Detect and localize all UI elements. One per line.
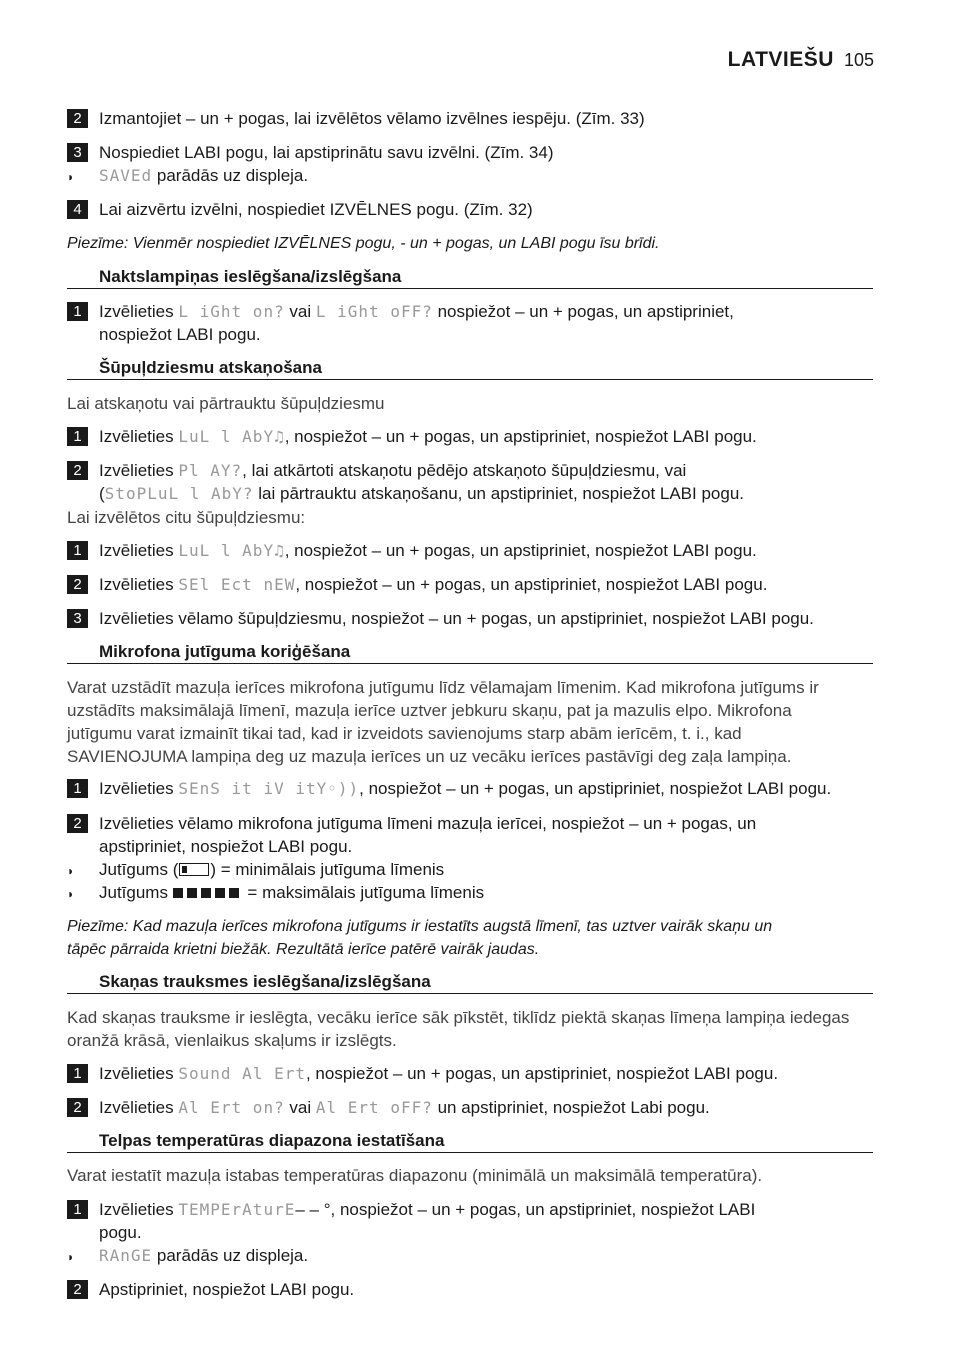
- bullet-range: [67, 1244, 873, 1269]
- paragraph-line: Varat uzstādīt mazuļa ierīces mikrofona jutīgumu līdz vēlamajam līmenim. Kad mikrofona jutīgums ir: [67, 678, 819, 697]
- lullaby-step-2: [67, 459, 873, 505]
- night-light-step-1: [67, 300, 873, 346]
- lcd-text: Sound Al Ert: [178, 1064, 306, 1083]
- temperature-step-2: [67, 1278, 873, 1301]
- step-2-select-option: [67, 107, 873, 130]
- step-text: Nospiediet LABI pogu, lai apstiprinātu savu izvēlni. (Zīm. 34): [99, 143, 554, 162]
- step-text: Izvēlieties: [99, 1200, 179, 1219]
- bullet-icon: ◗: [67, 170, 75, 184]
- step-number: 2: [67, 461, 88, 480]
- step-text: Izvēlieties: [99, 1064, 179, 1083]
- note-line: Piezīme: Kad mazuļa ierīces mikrofona jutīgums ir iestatīts augstā līmenī, tas uztver vairāk skaņu un: [67, 918, 773, 935]
- bullet-max-sensitivity: [67, 881, 873, 906]
- step-number: 2: [67, 109, 88, 128]
- step-number: 1: [67, 779, 88, 798]
- sound-alert-step-2: [67, 1096, 873, 1119]
- paragraph-line: uzstādīts maksimālajā līmenī, mazuļa ierīce uztver jebkuru skaņu, pat ja mazulis elpo. Mikrofona: [67, 701, 792, 720]
- bullet-text: Jutīgums (: [99, 860, 179, 879]
- bullet-icon: ◗: [67, 864, 75, 878]
- bullet-text: Jutīgums: [99, 883, 173, 902]
- step-text: , nospiežot – un + pogas, un apstipriniet, nospiežot LABI pogu.: [295, 575, 768, 594]
- step-text: Izvēlieties vēlamo mikrofona jutīguma līmeni mazuļa ierīcei, nospiežot – un + pogas, un: [99, 814, 757, 833]
- paragraph-line: SAVIENOJUMA lampiņa deg uz mazuļa ierīces un uz vecāku ierīces pastāvīgi deg zaļa lampiņa.: [67, 747, 792, 766]
- step-text: Izvēlieties: [99, 461, 179, 480]
- step-4-close-menu: [67, 198, 873, 221]
- step-text: – – °, nospiežot – un + pogas, un apstipriniet, nospiežot LABI: [295, 1200, 756, 1219]
- bullet-icon: ◗: [67, 887, 75, 901]
- step-text: Izvēlieties: [99, 575, 179, 594]
- section-title-temperature: Telpas temperatūras diapazona iestatīšana: [67, 1130, 873, 1153]
- bullet-text: parādās uz displeja.: [152, 1246, 309, 1265]
- page-header: [728, 48, 874, 72]
- step-text: vai: [284, 302, 316, 321]
- step-text: Izvēlieties: [99, 541, 179, 560]
- step-text: , nospiežot – un + pogas, un apstipriniet, nospiežot LABI pogu.: [284, 427, 757, 446]
- lcd-text: StoPLuL l AbY?: [104, 484, 254, 503]
- note-mic: [67, 915, 873, 961]
- step-text: vai: [284, 1098, 316, 1117]
- step-text: apstipriniet, nospiežot LABI pogu.: [99, 837, 353, 856]
- sound-alert-step-1: [67, 1062, 873, 1085]
- lullaby-intro: Lai atskaņotu vai pārtrauktu šūpuļdziesmu: [67, 394, 385, 413]
- bullet-text: = maksimālais jutīguma līmenis: [242, 883, 485, 902]
- sensitivity-max-icon: [173, 883, 243, 902]
- step-number: 1: [67, 541, 88, 560]
- bullet-min-sensitivity: [67, 858, 873, 883]
- lcd-text: LuL l AbY♫: [178, 427, 285, 446]
- sound-alert-intro: [67, 1006, 873, 1052]
- paragraph-line: Kad skaņas trauksme ir ieslēgta, vecāku ierīce sāk pīkstēt, tiklīdz piektā skaņas līmeņa lampiņa iedegas: [67, 1008, 850, 1027]
- lullaby-other-step-3: [67, 607, 873, 630]
- lcd-text: L iGht oFF?: [315, 302, 433, 321]
- step-number: 3: [67, 143, 88, 162]
- step-text: Izmantojiet – un + pogas, lai izvēlētos vēlamo izvēlnes iespēju. (Zīm. 33): [99, 109, 645, 128]
- step-3-confirm: [67, 141, 873, 164]
- step-number: 1: [67, 427, 88, 446]
- step-number: 2: [67, 814, 88, 833]
- bullet-icon: ◗: [67, 1250, 75, 1264]
- step-text: nospiežot – un + pogas, un apstipriniet,: [432, 302, 734, 321]
- step-text: Izvēlieties: [99, 302, 179, 321]
- lcd-text: Al Ert oFF?: [315, 1098, 433, 1117]
- mic-step-2: [67, 812, 873, 858]
- lcd-text: SAVEd: [99, 166, 153, 185]
- step-text: , lai atkārtoti atskaņotu pēdējo atskaņoto šūpuļdziesmu, vai: [242, 461, 687, 480]
- step-text: Izvēlieties vēlamo šūpuļdziesmu, nospiežot – un + pogas, un apstipriniet, nospiežot LABI pogu.: [99, 609, 814, 628]
- step-text: Apstipriniet, nospiežot LABI pogu.: [99, 1280, 355, 1299]
- step-number: 4: [67, 200, 88, 219]
- step-text: , nospiežot – un + pogas, un apstipriniet, nospiežot LABI pogu.: [284, 541, 757, 560]
- language-label: LATVIEŠU: [727, 48, 834, 71]
- step-number: 1: [67, 302, 88, 321]
- section-title-night-light: Naktslampiņas ieslēgšana/izslēgšana: [67, 266, 873, 289]
- step-number: 1: [67, 1200, 88, 1219]
- step-text: Izvēlieties: [99, 1098, 179, 1117]
- bullet-text: ) = minimālais jutīguma līmenis: [210, 860, 445, 879]
- step-text: nospiežot LABI pogu.: [99, 325, 261, 344]
- temperature-intro: Varat iestatīt mazuļa istabas temperatūras diapazonu (minimālā un maksimālā temperatūra).: [67, 1166, 763, 1185]
- lcd-text: SEl Ect nEW: [178, 575, 296, 594]
- lcd-text: RAnGE: [99, 1246, 153, 1265]
- section-title-lullaby: Šūpuļdziesmu atskaņošana: [67, 357, 873, 380]
- paragraph-line: oranžā krāsā, vienlaikus skaļums ir izslēgts.: [67, 1031, 397, 1050]
- lcd-text: SEnS it iV itY◦)): [178, 779, 360, 798]
- lullaby-step-1: [67, 425, 873, 448]
- step-text: Izvēlieties: [99, 427, 179, 446]
- section-title-mic: Mikrofona jutīguma koriģēšana: [67, 641, 873, 664]
- bullet-saved: [67, 164, 873, 189]
- section-title-sound-alert: Skaņas trauksmes ieslēgšana/izslēgšana: [67, 971, 873, 994]
- note-line: tāpēc pārraida krietni biežāk. Rezultātā ierīce patērē vairāk jaudas.: [67, 941, 540, 958]
- lcd-text: TEMPErAturE: [178, 1200, 296, 1219]
- step-text: Lai aizvērtu izvēlni, nospiediet IZVĒLNES pogu. (Zīm. 32): [99, 200, 533, 219]
- step-number: 2: [67, 575, 88, 594]
- lcd-text: Pl AY?: [178, 461, 243, 480]
- step-text: lai pārtrauktu atskaņošanu, un apstipriniet, nospiežot LABI pogu.: [253, 484, 745, 503]
- step-text: , nospiežot – un + pogas, un apstipriniet, nospiežot LABI pogu.: [305, 1064, 779, 1083]
- step-number: 2: [67, 1280, 88, 1299]
- lcd-text: LuL l AbY♫: [178, 541, 285, 560]
- step-number: 1: [67, 1064, 88, 1083]
- paragraph-line: jutīgumu varat izmainīt tikai tad, kad ir izveidots savienojums starp abām ierīcēm, t. i., kad: [67, 724, 742, 743]
- note-menu: Piezīme: Vienmēr nospiediet IZVĒLNES pogu, - un + pogas, un LABI pogu īsu brīdi.: [67, 235, 660, 252]
- mic-intro: [67, 676, 873, 768]
- mic-step-1: [67, 777, 873, 800]
- step-text: (: [99, 484, 105, 503]
- sensitivity-min-icon: [179, 863, 209, 876]
- step-text: Izvēlieties: [99, 779, 179, 798]
- lullaby-other-step-1: [67, 539, 873, 562]
- step-text: , nospiežot – un + pogas, un apstipriniet, nospiežot LABI pogu.: [359, 779, 832, 798]
- lullaby-other: Lai izvēlētos citu šūpuļdziesmu:: [67, 508, 306, 527]
- bullet-text: parādās uz displeja.: [152, 166, 309, 185]
- step-number: 3: [67, 609, 88, 628]
- lullaby-other-step-2: [67, 573, 873, 596]
- lcd-text: Al Ert on?: [178, 1098, 285, 1117]
- step-number: 2: [67, 1098, 88, 1117]
- step-text: un apstipriniet, nospiežot Labi pogu.: [432, 1098, 710, 1117]
- step-text: pogu.: [99, 1223, 142, 1242]
- temperature-step-1: [67, 1198, 873, 1244]
- lcd-text: L iGht on?: [178, 302, 285, 321]
- page-number: 105: [843, 50, 874, 70]
